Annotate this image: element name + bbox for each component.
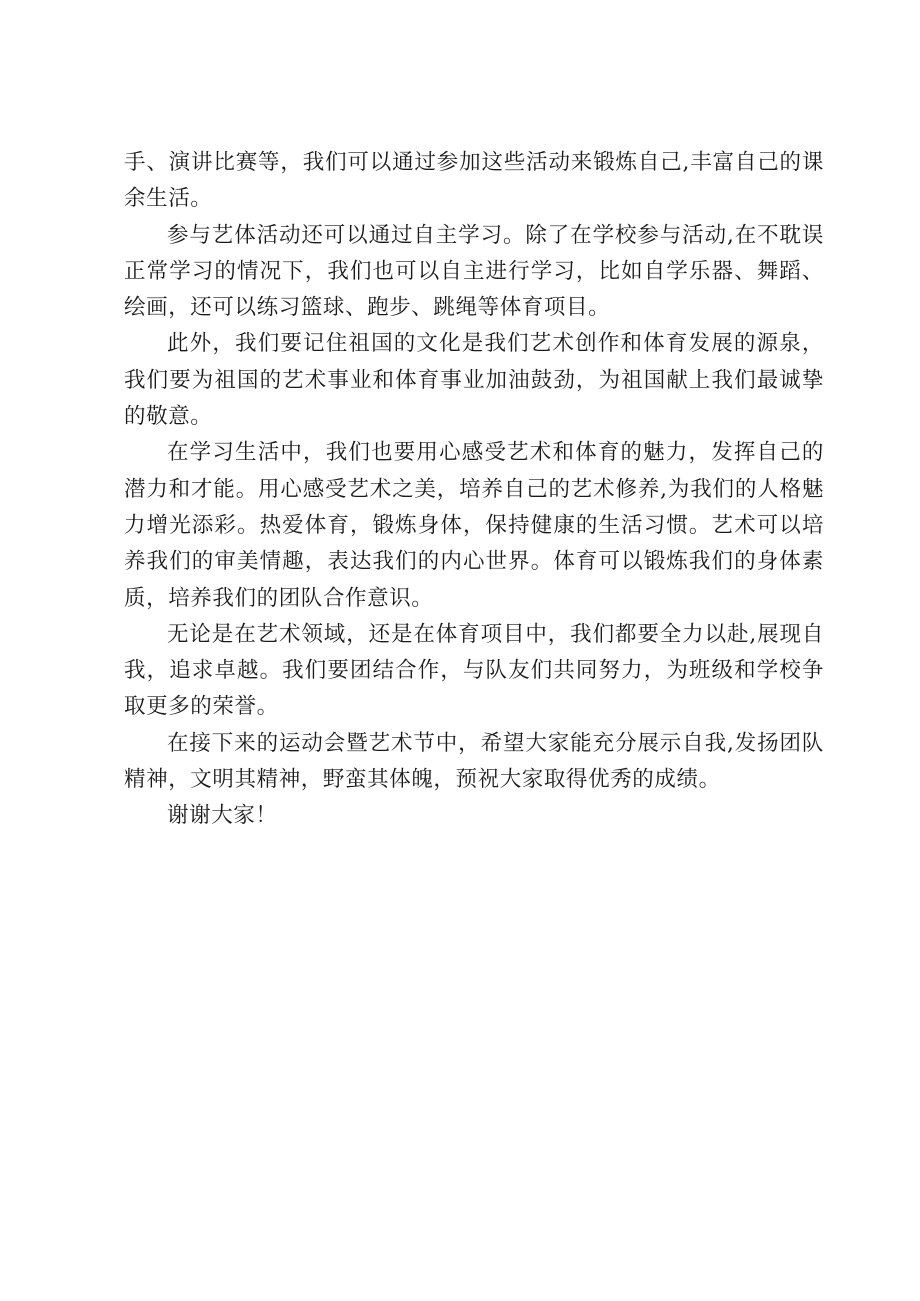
document-body xyxy=(124,145,824,835)
paragraph-sports-festival: 在接下来的运动会暨艺术节中，希望大家能充分展示自我,发扬团队精神，文明其精神，野蛮其体魄，预祝大家取得优秀的成绩。 xyxy=(124,730,824,793)
paragraph-excellence: 无论是在艺术领域，还是在体育项目中，我们都要全力以赴,展现自我，追求卓越。我们要团结合作，与队友们共同努力，为班级和学校争取更多的荣誉。 xyxy=(124,621,824,720)
paragraph-culture: 此外，我们要记住祖国的文化是我们艺术创作和体育发展的源泉，我们要为祖国的艺术事业和体育事业加油鼓劲，为祖国献上我们最诚挚的敬意。 xyxy=(124,331,824,430)
paragraph-thanks: 谢谢大家！ xyxy=(167,803,278,829)
paragraph-continued: 手、演讲比赛等，我们可以通过参加这些活动来锻炼自己,丰富自己的课余生活。 xyxy=(124,150,824,212)
paragraph-self-study: 参与艺体活动还可以通过自主学习。除了在学校参与活动,在不耽误正常学习的情况下，我们也可以自主进行学习，比如自学乐器、舞蹈、绘画，还可以练习篮球、跑步、跳绳等体育项目。 xyxy=(124,222,824,321)
paragraph-study-life: 在学习生活中，我们也要用心感受艺术和体育的魅力，发挥自己的潜力和才能。用心感受艺术之美，培养自己的艺术修养,为我们的人格魅力增光添彩。热爱体育，锻炼身体，保持健康的生活习惯。艺术可以培养我们的审美情趣，表达我们的内心世界。体育可以锻炼我们的身体素质，培养我们的团队合作意识。 xyxy=(124,440,824,611)
